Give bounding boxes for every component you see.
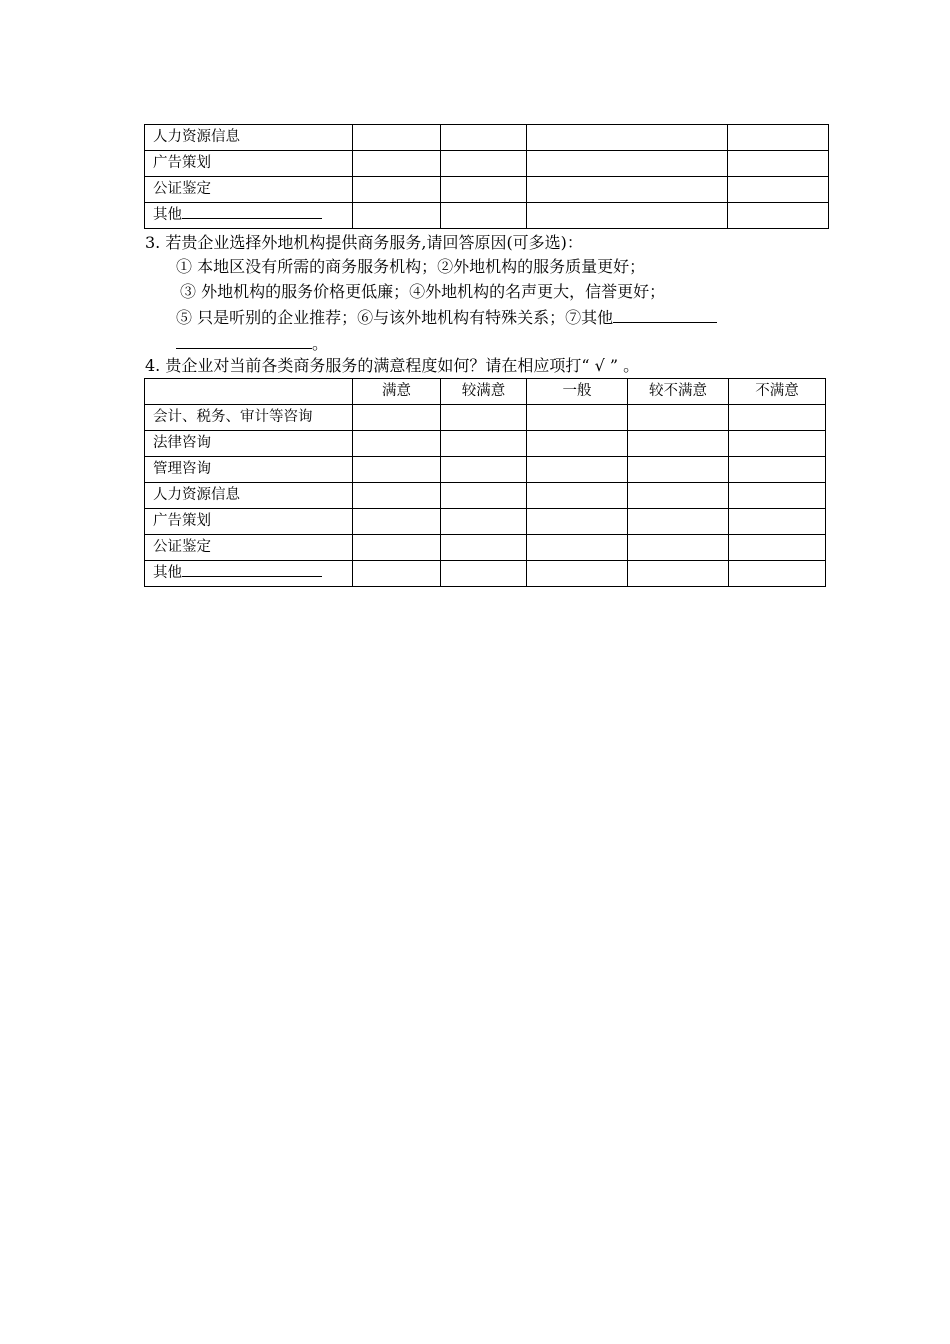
answer-cell[interactable]	[527, 125, 728, 151]
answer-cell[interactable]	[353, 177, 441, 203]
table-row	[145, 405, 826, 431]
answer-cell[interactable]	[353, 509, 441, 535]
answer-cell[interactable]	[728, 203, 829, 229]
table-row	[145, 483, 826, 509]
answer-cell[interactable]	[628, 561, 729, 587]
table-row	[145, 535, 826, 561]
corner-cell	[145, 379, 353, 405]
answer-cell[interactable]	[628, 431, 729, 457]
satisfaction-table	[144, 378, 826, 587]
answer-cell[interactable]	[353, 203, 441, 229]
row-label: 公证鉴定	[145, 177, 353, 203]
table-row	[145, 561, 826, 587]
row-label: 法律咨询	[145, 431, 353, 457]
other-reason-blank-continued[interactable]	[176, 332, 312, 349]
question-4-title: 4. 贵企业对当前各类商务服务的满意程度如何？请在相应项打“ √ ” 。	[145, 356, 640, 375]
column-header: 较不满意	[628, 379, 729, 405]
column-header: 满意	[353, 379, 441, 405]
answer-cell[interactable]	[441, 203, 527, 229]
answer-cell[interactable]	[441, 509, 527, 535]
table-row	[145, 125, 829, 151]
answer-cell[interactable]	[353, 431, 441, 457]
answer-cell[interactable]	[353, 483, 441, 509]
row-label: 广告策划	[145, 151, 353, 177]
table-row	[145, 151, 829, 177]
table-row	[145, 509, 826, 535]
other-reason-blank[interactable]	[613, 306, 717, 323]
answer-cell[interactable]	[441, 177, 527, 203]
answer-cell[interactable]	[441, 535, 527, 561]
answer-cell[interactable]	[527, 431, 628, 457]
answer-cell[interactable]	[729, 431, 826, 457]
answer-cell[interactable]	[527, 177, 728, 203]
answer-cell[interactable]	[527, 405, 628, 431]
answer-cell[interactable]	[441, 431, 527, 457]
question-3-continuation	[176, 332, 328, 355]
answer-cell[interactable]	[441, 561, 527, 587]
answer-cell[interactable]	[353, 561, 441, 587]
row-label: 人力资源信息	[145, 125, 353, 151]
row-label: 公证鉴定	[145, 535, 353, 561]
question-3-title: 3. 若贵企业选择外地机构提供商务服务,请回答原因(可多选)：	[145, 233, 583, 252]
answer-cell[interactable]	[729, 405, 826, 431]
question-3-option-line: ① 本地区没有所需的商务服务机构；②外地机构的服务质量更好；	[176, 257, 646, 276]
answer-cell[interactable]	[728, 177, 829, 203]
answer-cell[interactable]	[441, 151, 527, 177]
row-label: 管理咨询	[145, 457, 353, 483]
answer-cell[interactable]	[353, 535, 441, 561]
row-label: 广告策划	[145, 509, 353, 535]
column-header: 较满意	[441, 379, 527, 405]
row-label: 人力资源信息	[145, 483, 353, 509]
row-label: 其他	[153, 565, 182, 581]
period: 。	[312, 334, 329, 353]
question-3-option-text: ⑤ 只是听别的企业推荐；⑥与该外地机构有特殊关系；⑦其他	[176, 308, 614, 327]
answer-cell[interactable]	[628, 509, 729, 535]
answer-cell[interactable]	[441, 457, 527, 483]
answer-cell[interactable]	[441, 405, 527, 431]
answer-cell[interactable]	[628, 457, 729, 483]
answer-cell[interactable]	[729, 535, 826, 561]
table-row	[145, 177, 829, 203]
answer-cell[interactable]	[728, 125, 829, 151]
answer-cell[interactable]	[441, 125, 527, 151]
service-table-continued	[144, 124, 829, 229]
answer-cell[interactable]	[729, 483, 826, 509]
answer-cell[interactable]	[729, 509, 826, 535]
answer-cell[interactable]	[527, 483, 628, 509]
answer-cell[interactable]	[628, 535, 729, 561]
question-3-option-line	[176, 306, 717, 329]
question-3-option-line: ③ 外地机构的服务价格更低廉；④外地机构的名声更大，信誉更好；	[180, 282, 666, 301]
answer-cell[interactable]	[441, 483, 527, 509]
table-header-row	[145, 379, 826, 405]
table-row	[145, 431, 826, 457]
answer-cell[interactable]	[729, 457, 826, 483]
answer-cell[interactable]	[728, 151, 829, 177]
answer-cell[interactable]	[353, 125, 441, 151]
fill-blank[interactable]	[182, 562, 322, 577]
answer-cell[interactable]	[353, 457, 441, 483]
column-header: 一般	[527, 379, 628, 405]
answer-cell[interactable]	[527, 457, 628, 483]
answer-cell[interactable]	[527, 561, 628, 587]
row-label: 其他	[153, 207, 182, 223]
answer-cell[interactable]	[527, 535, 628, 561]
answer-cell[interactable]	[628, 483, 729, 509]
column-header: 不满意	[729, 379, 826, 405]
answer-cell[interactable]	[527, 203, 728, 229]
table-row	[145, 203, 829, 229]
row-label: 会计、税务、审计等咨询	[145, 405, 353, 431]
answer-cell[interactable]	[527, 509, 628, 535]
answer-cell[interactable]	[353, 405, 441, 431]
answer-cell[interactable]	[353, 151, 441, 177]
answer-cell[interactable]	[527, 151, 728, 177]
table-row	[145, 457, 826, 483]
answer-cell[interactable]	[729, 561, 826, 587]
fill-blank[interactable]	[182, 204, 322, 219]
answer-cell[interactable]	[628, 405, 729, 431]
